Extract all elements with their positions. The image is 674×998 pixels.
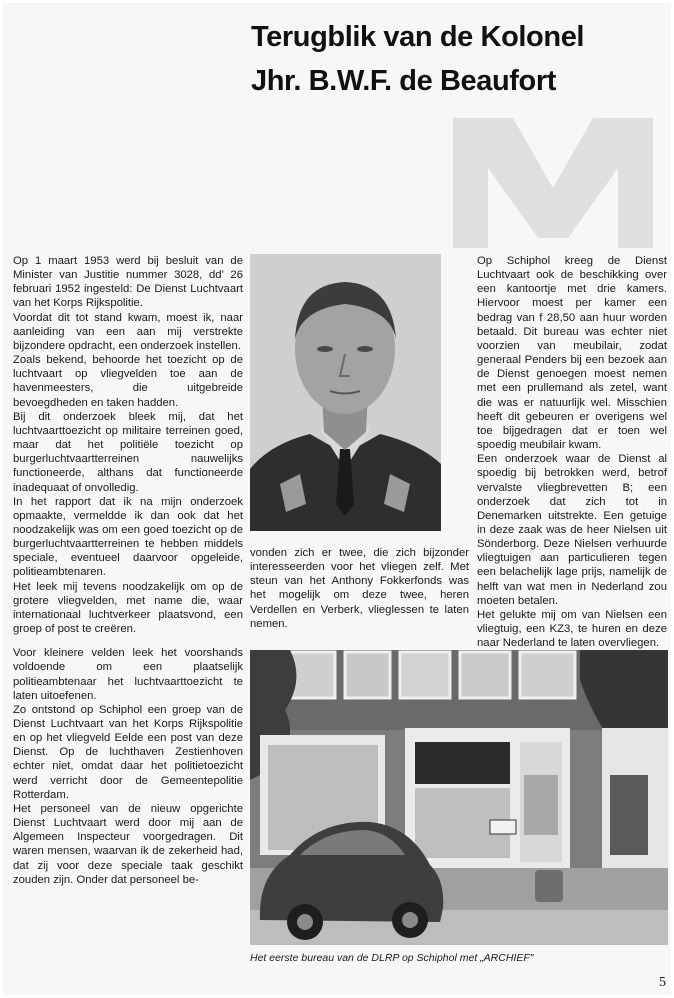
paragraph: vonden zich er twee, die zich bijzonder interesseerden voor het vliegen zelf. Met steun van het Anthony Fokkerfonds was het mogelijk om deze twee, heren Verdellen en Verberk, vlieglessen te laten nemen. [250, 547, 469, 630]
article-title [251, 15, 671, 103]
building-illustration [250, 650, 668, 945]
building-photo [250, 650, 668, 945]
portrait-photo [250, 254, 441, 531]
paragraph: Het leek mij tevens noodzakelijk om op de grotere vliegvelden, met name die, waar internationaal luchtverkeer plaatsvond, een groep of post te creëren. [13, 580, 243, 636]
paragraph: Het gelukte mij om van Nielsen een vliegtuig, een KZ3, te huren en deze naar Nederland te laten overvliegen. [477, 608, 667, 650]
portrait-illustration [250, 254, 441, 531]
paragraph: Bij dit onderzoek bleek mij, dat het luchtvaarttoezicht op militaire terreinen goed, maar dat het politiële toezicht op burgerluchtvaartterreinen nauwelijks functioneerde, althans dat functioneerde inadequaat of onvolledig. [13, 410, 243, 494]
page-number: 5 [659, 975, 666, 990]
paragraph: Voor kleinere velden leek het voorshands voldoende om een plaatselijk politieambtenaar het luchtvaarttoezicht te laten uitoefenen. [13, 647, 243, 702]
paragraph: Voordat dit tot stand kwam, moest ik, naar aanleiding van een aan mij verstrekte bijzondere opdracht, een onderzoek instellen. [13, 311, 243, 352]
paragraph: Het personeel van de nieuw opgerichte Dienst Luchtvaart werd door mij aan de Algemeen Inspecteur voorgedragen. Dit waren mensen, waarvan ik de zekerheid had, dat zij voor deze speciale taak geschikt zouden zijn. Onder dat personeel be- [13, 802, 243, 886]
title-line-2: Jhr. B.W.F. de Beaufort [251, 65, 557, 97]
paragraph: In het rapport dat ik na mijn onderzoek opmaakte, vermeldde ik dan ook dat het noodzakelijk was om een goed toezicht op de burgerluchtvaartterreinen te hebben middels speciale, eventueel daarvoor opgeleide, politieambtenaren. [13, 495, 243, 579]
paragraph: Zo ontstond op Schiphol een groep van de Dienst Luchtvaart van het Korps Rijkspolitie en op het vliegveld Eelde een post van deze Dienst. Op de luchthaven Zestienhoven echter niet, omdat daar het politietoezicht werd verricht door de Gemeentepolitie Rotterdam. [13, 703, 243, 801]
text-column-left [13, 254, 243, 887]
paragraph: Zoals bekend, behoorde het toezicht op de luchtvaart op vliegvelden toe aan de havenmeesters, die uitgebreide bevoegdheden en taken hadden. [13, 354, 243, 409]
paragraph: Op 1 maart 1953 werd bij besluit van de Minister van Justitie nummer 3028, dd' 26 februari 1952 ingesteld: De Dienst Luchtvaart van het Korps Rijkspolitie. [13, 255, 243, 310]
page [3, 3, 671, 995]
title-line-1: Terugblik van de Kolonel [251, 21, 585, 53]
text-column-right [477, 254, 667, 650]
watermark-logo [433, 98, 673, 258]
paragraph: Een onderzoek waar de Dienst al spoedig bij betrokken werd, betrof vervalste vliegbrevetten B; een onderzoek dat zich tot in Denemarken uitstrekte. Een getuige in deze zaak was de heer Nielsen uit Sönderborg. Deze Nielsen verhuurde vliegtuigen aan particulieren tegen een belachelijk lage prijs, namelijk de helft van wat men in Nederland zou moeten betalen. [477, 453, 667, 607]
photo-caption: Het eerste bureau van de DLRP op Schiphol met „ARCHIEF" [250, 952, 534, 964]
text-column-middle [250, 546, 469, 631]
paragraph: Op Schiphol kreeg de Dienst Luchtvaart ook de beschikking over een kantoortje met drie kamers. Hiervoor moest per kamer een bedrag van f 28,50 aan huur worden betaald. Dit bureau was echter niet voorzien van meubilair, zodat generaal Penders bij een bezoek aan de Dienst genoegen moest nemen met een prullemand als zetel, want die was er natuurlijk wel. Misschien heeft dit gebeuren er overigens wel toe bijgedragen dat er toen wel spoedig meubilair kwam. [477, 255, 667, 452]
